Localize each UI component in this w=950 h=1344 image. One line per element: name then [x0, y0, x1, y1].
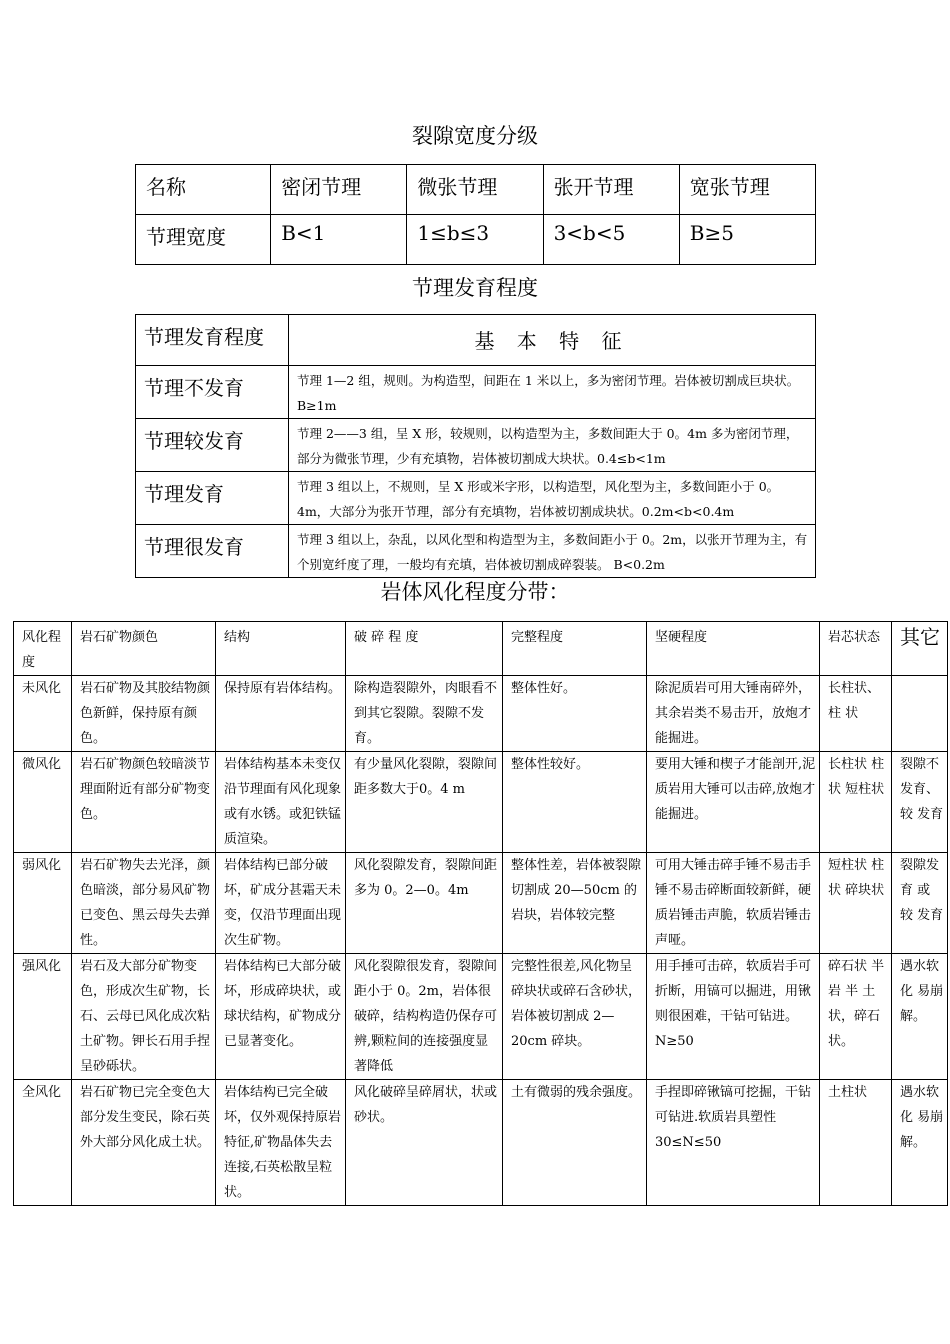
table-cell: 风化破碎呈碎屑状，状或砂状。 — [346, 1080, 503, 1206]
table-cell: 风化裂隙很发育，裂隙间距小于 0。2m，岩体很破碎，结构构造仍保存可辨,颗粒间的连接强度显著降低 — [346, 954, 503, 1080]
table-cell: B<1 — [271, 215, 407, 265]
table-cell: 土有微弱的残余强度。 — [503, 1080, 647, 1206]
table-cell: 保持原有岩体结构。 — [216, 676, 346, 752]
table-cell: 可用大锤击碎手锤不易击手锤不易击碎断面较新鲜，硬质岩锤击声脆，软质岩锤击声哑。 — [647, 853, 820, 954]
table-cell: 节理发育程度 — [136, 315, 289, 366]
table-cell: 节理宽度 — [136, 215, 271, 265]
crack-width-table — [135, 164, 816, 265]
table-cell: 破 碎 程 度 — [346, 622, 503, 676]
table-row — [136, 366, 816, 419]
table-cell: 节理较发育 — [136, 419, 289, 472]
table-cell: 岩石矿物失去光泽，颜色暗淡，部分易风矿物已变色、黑云母失去弹性。 — [72, 853, 216, 954]
table-cell: 3<b<5 — [543, 215, 679, 265]
table-cell: 密闭节理 — [271, 165, 407, 215]
table-cell: 遇水软化 易崩解。 — [892, 954, 948, 1080]
table-cell — [892, 676, 948, 752]
table-cell: 短柱状 柱状 碎块状 — [820, 853, 892, 954]
title-joint-development: 节理发育程度 — [412, 276, 538, 300]
table-cell: 手捏即碎锹镐可挖掘，干钻可钻进.软质岩具塑性 30≤N≤50 — [647, 1080, 820, 1206]
table-header-row — [136, 165, 816, 215]
title-crack-width: 裂隙宽度分级 — [412, 124, 538, 148]
table-row — [14, 676, 948, 752]
table-cell: 岩体结构基本未变仅沿节理面有风化现象或有水锈。或犯铁锰质渲染。 — [216, 752, 346, 853]
table-cell: 遇水软化 易崩解。 — [892, 1080, 948, 1206]
table-cell: 裂隙不发育、较 发育 — [892, 752, 948, 853]
table-cell: 除泥质岩可用大锤南碎外，其余岩类不易击开，放炮才能掘进。 — [647, 676, 820, 752]
table-cell: 岩石矿物颜色 — [72, 622, 216, 676]
table-cell: 完整性很差,风化物呈碎块状或碎石含砂状，岩体被切割成 2—20cm 碎块。 — [503, 954, 647, 1080]
table-cell: 土柱状 — [820, 1080, 892, 1206]
table-cell: 碎石状 半 岩 半 土状，碎石状。 — [820, 954, 892, 1080]
table-cell: 风化程度 — [14, 622, 72, 676]
table-cell: 有少量风化裂隙，裂隙间距多数大于0。4 m — [346, 752, 503, 853]
table-cell: 整体性好。 — [503, 676, 647, 752]
table-cell: 弱风化 — [14, 853, 72, 954]
table-cell: 节理 3 组以上，杂乱，以风化型和构造型为主，多数间距小于 0。2m，以张开节理为主，有个别宽纤度了理，一般均有充填，岩体被切割成碎裂装。 B<0.2m — [289, 525, 816, 578]
table-cell: 除构造裂隙外，肉眼看不到其它裂隙。裂隙不发育。 — [346, 676, 503, 752]
table-row — [136, 215, 816, 265]
table-cell: 岩体结构已大部分破坏，形成碎块状，或球状结构，矿物成分已显著变化。 — [216, 954, 346, 1080]
table-row — [136, 419, 816, 472]
table-cell: 岩石矿物及其胶结物颜色新鲜，保持原有颜色。 — [72, 676, 216, 752]
table-cell: 其它 — [892, 622, 948, 676]
table-header-row — [136, 315, 816, 366]
table-cell: 基 本 特 征 — [289, 315, 816, 366]
table-cell: 要用大锤和楔子才能剖开,泥质岩用大锤可以击碎,放炮才能掘进。 — [647, 752, 820, 853]
table-row — [136, 472, 816, 525]
table-cell: 全风化 — [14, 1080, 72, 1206]
table-row — [136, 525, 816, 578]
table-cell: 强风化 — [14, 954, 72, 1080]
table-cell: 1≤b≤3 — [407, 215, 543, 265]
table-cell: 长柱状 柱状 短柱状 — [820, 752, 892, 853]
table-cell: 节理 1—2 组，规则。为构造型，间距在 1 米以上，多为密闭节理。岩体被切割成巨块状。B≥1m — [289, 366, 816, 419]
table-cell: 节理不发育 — [136, 366, 289, 419]
table-cell: 节理发育 — [136, 472, 289, 525]
table-cell: 用手捶可击碎，软质岩手可折断，用镐可以掘进，用锹则很困难，干钻可钻进。 N≥50 — [647, 954, 820, 1080]
table-cell: 长柱状、柱 状 — [820, 676, 892, 752]
table-cell: 节理 2——3 组，呈 X 形，较规则，以构造型为主，多数间距大于 0。4m 多为密闭节理，部分为微张节理，少有充填物，岩体被切割成大块状。0.4≤b<1m — [289, 419, 816, 472]
table-row — [14, 752, 948, 853]
table-cell: 微风化 — [14, 752, 72, 853]
table-cell: 整体性较好。 — [503, 752, 647, 853]
table-cell: 完整程度 — [503, 622, 647, 676]
table-cell: 岩体结构已部分破坏，矿成分甚霜天未变，仅沿节理面出现次生矿物。 — [216, 853, 346, 954]
table-cell: 岩体结构已完全破坏，仅外观保持原岩特征,矿物晶体失去连接,石英松散呈粒状。 — [216, 1080, 346, 1206]
table-cell: B≥5 — [679, 215, 815, 265]
table-cell: 岩石矿物已完全变色大部分发生变民，除石英外大部分风化成土状。 — [72, 1080, 216, 1206]
table-cell: 微张节理 — [407, 165, 543, 215]
table-cell: 张开节理 — [543, 165, 679, 215]
table-cell: 风化裂隙发育，裂隙间距多为 0。2—0。4m — [346, 853, 503, 954]
table-cell: 宽张节理 — [679, 165, 815, 215]
table-cell: 坚硬程度 — [647, 622, 820, 676]
table-row — [14, 954, 948, 1080]
table-row — [14, 853, 948, 954]
joint-development-table — [135, 314, 816, 578]
table-cell: 岩石及大部分矿物变色，形成次生矿物，长石、云母已风化成次粘土矿物。钾长石用手捏呈砂砾状。 — [72, 954, 216, 1080]
table-cell: 整体性差，岩体被裂隙切割成 20—50cm 的岩块，岩体较完整 — [503, 853, 647, 954]
table-row — [14, 1080, 948, 1206]
table-cell: 节理很发育 — [136, 525, 289, 578]
table-cell: 节理 3 组以上，不规则，呈 X 形或米字形，以构造型，风化型为主，多数间距小于 0。4m，大部分为张开节理，部分有充填物，岩体被切割成块状。0.2m<b<0.4m — [289, 472, 816, 525]
title-weathering: 岩体风化程度分带： — [380, 580, 570, 604]
table-cell: 岩芯状态 — [820, 622, 892, 676]
table-cell: 未风化 — [14, 676, 72, 752]
table-cell: 名称 — [136, 165, 271, 215]
weathering-table — [13, 621, 948, 1206]
table-cell: 结构 — [216, 622, 346, 676]
table-cell: 裂隙发育 或 较 发育 — [892, 853, 948, 954]
table-header-row — [14, 622, 948, 676]
table-cell: 岩石矿物颜色较暗淡节理面附近有部分矿物变色。 — [72, 752, 216, 853]
